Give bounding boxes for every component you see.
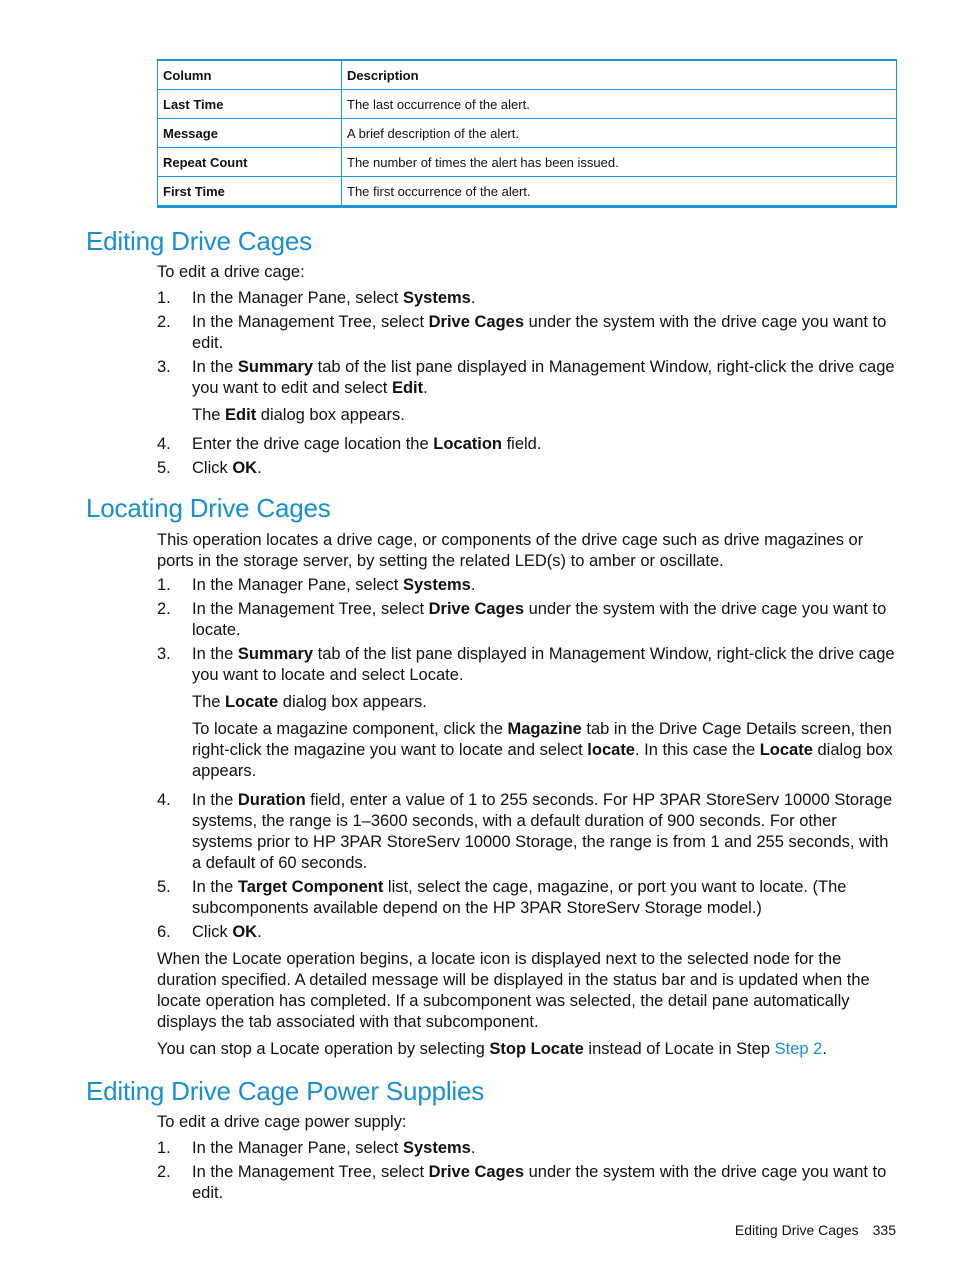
- step-text: under the system with the drive cage you want to edit.: [192, 1163, 887, 1202]
- step-number: 1.: [157, 576, 171, 594]
- page-number: 335: [872, 1222, 896, 1238]
- step-bold: OK: [232, 459, 258, 477]
- note-text: The: [192, 693, 226, 711]
- step-text: In the: [192, 645, 238, 663]
- step-number: 4.: [157, 435, 171, 453]
- step-text: In the Manager Pane, select: [192, 289, 403, 307]
- list-item: [157, 458, 899, 479]
- step-text: Enter the drive cage location the: [192, 435, 434, 453]
- step-text: .: [257, 459, 262, 477]
- step-text: .: [470, 576, 476, 594]
- para-text: .: [822, 1040, 827, 1058]
- step-bold: OK: [232, 923, 258, 941]
- footer-section-title: Editing Drive Cages: [734, 1222, 859, 1238]
- note-bold: Magazine: [507, 720, 582, 738]
- body-paragraph: [157, 1039, 899, 1060]
- step-text: In the: [192, 878, 238, 896]
- note-text: To locate a magazine component, click the: [192, 720, 508, 738]
- step-text: list, select the cage, magazine, or port you want to locate. (The subcomponents available depend on the HP 3PAR StoreServ Storage model.): [192, 878, 847, 917]
- step-text: .: [423, 379, 428, 397]
- intro-text: To edit a drive cage power supply:: [157, 1113, 407, 1131]
- list-item: [157, 644, 899, 782]
- list-item: [157, 312, 899, 354]
- step-text: tab of the list pane displayed in Management Window, right-click the drive cage you want to locate and select Locate.: [192, 645, 895, 684]
- steps-list: [157, 575, 899, 943]
- step-bold: Summary: [237, 358, 314, 376]
- step-text: In the Manager Pane, select: [192, 576, 403, 594]
- step-text: field.: [501, 435, 542, 453]
- step-text: In the Management Tree, select: [192, 600, 429, 618]
- step-2-link[interactable]: Step 2: [774, 1040, 823, 1058]
- table-header-cell: Description: [342, 60, 897, 90]
- section-body-power-supplies: [157, 1112, 899, 1207]
- step-text: In the: [192, 358, 238, 376]
- list-item: [157, 877, 899, 919]
- step-number: 2.: [157, 313, 171, 331]
- step-bold: Edit: [391, 379, 424, 397]
- step-text: .: [257, 923, 262, 941]
- intro-text: To edit a drive cage:: [157, 263, 305, 281]
- note-text: The: [192, 406, 226, 424]
- note-text: . In this case the: [634, 741, 760, 759]
- table-cell-column: First Time: [158, 177, 342, 207]
- step-bold: Duration: [237, 791, 306, 809]
- table-header-cell: Column: [158, 60, 342, 90]
- list-item: [157, 1138, 899, 1159]
- page-footer: [735, 1222, 896, 1238]
- alert-columns-table: [157, 59, 897, 208]
- step-text: .: [470, 1139, 476, 1157]
- step-bold: Summary: [237, 645, 314, 663]
- step-bold: Systems: [402, 289, 471, 307]
- step-number: 2.: [157, 600, 171, 618]
- step-number: 6.: [157, 923, 171, 941]
- step-number: 3.: [157, 645, 171, 663]
- step-text: In the Management Tree, select: [192, 1163, 429, 1181]
- list-item: [157, 599, 899, 641]
- note-text: dialog box appears.: [278, 693, 427, 711]
- step-text: In the Management Tree, select: [192, 313, 429, 331]
- note-bold: locate: [587, 741, 635, 759]
- step-number: 3.: [157, 358, 171, 376]
- step-number: 4.: [157, 791, 171, 809]
- list-item: [157, 288, 899, 309]
- table-cell-description: The first occurrence of the alert.: [342, 177, 897, 207]
- step-note: [192, 719, 899, 782]
- list-item: [157, 922, 899, 943]
- para-text: You can stop a Locate operation by selecting: [157, 1040, 490, 1058]
- step-bold: Drive Cages: [428, 1163, 525, 1181]
- step-text: In the Manager Pane, select: [192, 1139, 403, 1157]
- step-note: [192, 405, 899, 426]
- step-text: .: [470, 289, 476, 307]
- step-bold: Systems: [402, 576, 471, 594]
- step-bold: Target Component: [237, 878, 384, 896]
- step-text: Click: [192, 923, 233, 941]
- step-note: [192, 692, 899, 713]
- step-bold: Systems: [402, 1139, 471, 1157]
- step-text: field, enter a value of 1 to 255 seconds. For HP 3PAR StoreServ 10000 Storage systems, the range is 1–3600 seconds, with a default duration of 900 seconds. For other systems prior to HP 3PAR StoreServ 10000 Storage, the range is from 1 and 255 seconds, with a default of 60 seconds.: [192, 791, 893, 872]
- note-bold: Locate: [225, 693, 279, 711]
- step-number: 1.: [157, 289, 171, 307]
- step-number: 2.: [157, 1163, 171, 1181]
- table-row: [158, 177, 897, 207]
- section-heading-locating-drive-cages: Locating Drive Cages: [86, 493, 331, 523]
- section-body-editing: [157, 262, 899, 482]
- note-text: tab in the Drive Cage Details screen, then right-click the magazine you want to locate and select: [192, 720, 892, 759]
- step-text: under the system with the drive cage you want to edit.: [192, 313, 887, 352]
- table-cell-description: A brief description of the alert.: [342, 119, 897, 148]
- list-item: [157, 575, 899, 596]
- table-cell-column: Message: [158, 119, 342, 148]
- step-number: 5.: [157, 878, 171, 896]
- section-heading-editing-drive-cages: Editing Drive Cages: [86, 226, 312, 256]
- step-text: Click: [192, 459, 233, 477]
- body-paragraph: When the Locate operation begins, a locate icon is displayed next to the selected node for the duration specified. A detailed message will be displayed in the status bar and is updated when the locate operation has completed. If a subcomponent was selected, the detail pane automatically displays the tab associated with that subcomponent.: [157, 950, 870, 1031]
- step-bold: Location: [433, 435, 502, 453]
- table-cell-description: The number of times the alert has been issued.: [342, 148, 897, 177]
- note-text: dialog box appears.: [192, 741, 893, 780]
- table-row: [158, 90, 897, 119]
- steps-list: [157, 288, 899, 479]
- list-item: [157, 434, 899, 455]
- table-cell-description: The last occurrence of the alert.: [342, 90, 897, 119]
- intro-text: This operation locates a drive cage, or components of the drive cage such as drive magazines or ports in the storage server, by setting the related LED(s) to amber or oscillate.: [157, 531, 864, 570]
- table-row: [158, 148, 897, 177]
- list-item: [157, 790, 899, 874]
- step-bold: Drive Cages: [428, 600, 525, 618]
- step-number: 5.: [157, 459, 171, 477]
- list-item: [157, 357, 899, 426]
- step-text: tab of the list pane displayed in Management Window, right-click the drive cage you want to edit and select: [192, 358, 895, 397]
- steps-list: [157, 1138, 899, 1204]
- table-cell-column: Last Time: [158, 90, 342, 119]
- table-header-row: [158, 60, 897, 90]
- para-bold: Stop Locate: [489, 1040, 584, 1058]
- step-bold: Drive Cages: [428, 313, 525, 331]
- table-row: [158, 119, 897, 148]
- list-item: [157, 1162, 899, 1204]
- note-text: dialog box appears.: [256, 406, 405, 424]
- note-bold: Locate: [759, 741, 813, 759]
- table-cell-column: Repeat Count: [158, 148, 342, 177]
- section-body-locating: [157, 530, 899, 1060]
- step-number: 1.: [157, 1139, 171, 1157]
- step-text: In the: [192, 791, 238, 809]
- para-text: instead of Locate in Step: [583, 1040, 775, 1058]
- step-text: under the system with the drive cage you want to locate.: [192, 600, 887, 639]
- section-heading-editing-power-supplies: Editing Drive Cage Power Supplies: [86, 1076, 485, 1106]
- note-bold: Edit: [225, 406, 257, 424]
